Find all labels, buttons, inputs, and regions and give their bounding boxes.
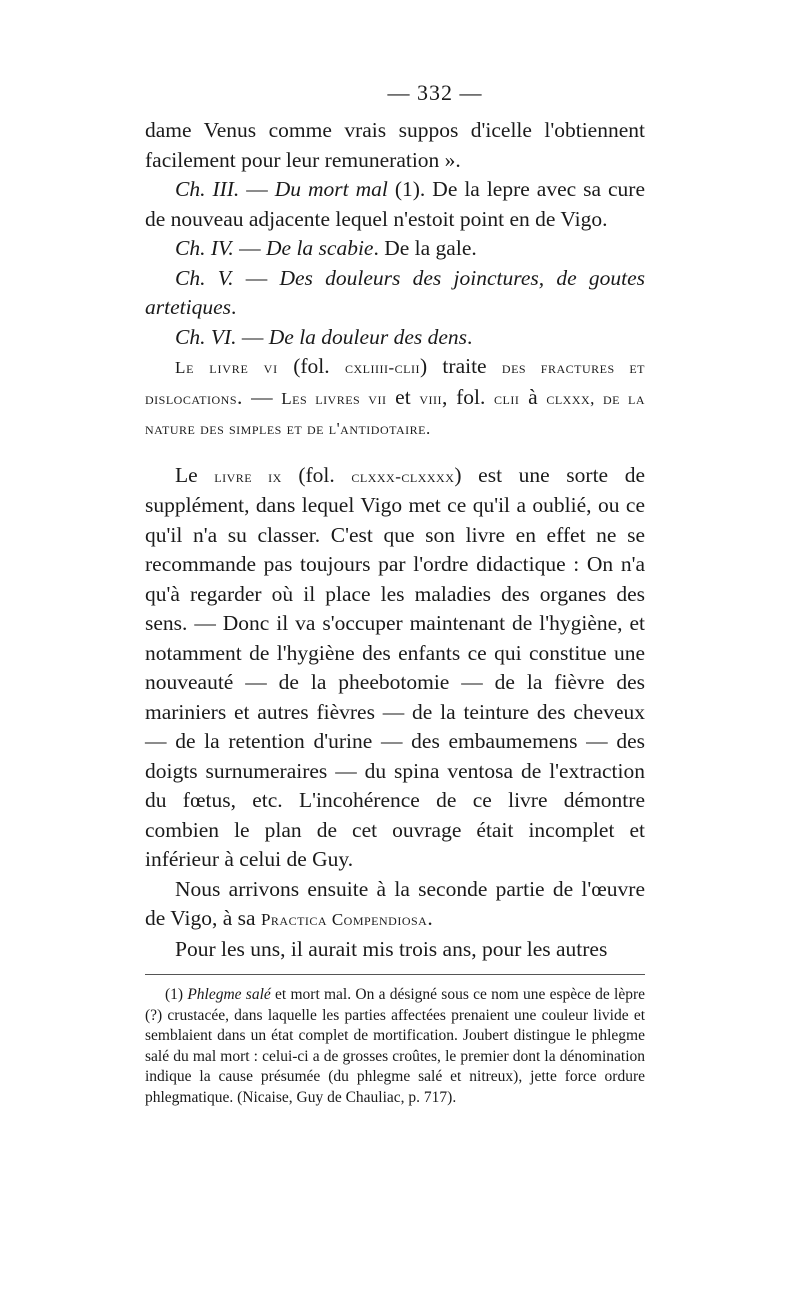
chapter-label: Ch. IV. [175, 236, 234, 260]
livre-num: viii [419, 388, 443, 408]
paragraph-pour: Pour les uns, il aurait mis trois ans, pour les autres [175, 936, 608, 961]
chapter-label: Ch. III. [175, 177, 240, 201]
paragraph-nous [145, 875, 645, 935]
main-text [145, 116, 645, 964]
chapter-title: De la douleur des dens [268, 324, 468, 349]
dash: — [246, 177, 275, 201]
text-fragment: . — [237, 384, 282, 409]
dash: — [239, 236, 266, 260]
dash: — [241, 324, 269, 349]
chapter-line-5 [145, 264, 645, 323]
chapter-line-6 [145, 323, 645, 353]
footnote-divider [145, 974, 645, 975]
page-number: — 332 — [387, 80, 483, 105]
folio-range: clxxx-clxxxx [351, 466, 455, 486]
text-fragment: Le [175, 462, 215, 487]
book-page [145, 80, 645, 1108]
dash: — [245, 265, 280, 290]
footnote-term: Phlegme salé [187, 986, 271, 1003]
section-topic: clxxx, de la nature des simples et de l'antidotaire. [145, 388, 646, 438]
paragraph-livre-ix [145, 461, 645, 875]
chapter-title: Du mort mal [274, 177, 388, 201]
footnote-ref: (1). [394, 177, 426, 201]
work-title: Practica Compendiosa [260, 910, 428, 929]
footnote-number: (1) [165, 986, 188, 1003]
text-fragment: ) est une sorte de supplément, dans lequel Vigo met ce qu'il a oublié, ou ce qu'il n'a su classer. C'est que son livre en effet ne se recommande pas toujours par l'ordre didactique : On n'a qu'à regarder où il place les maladies des organes des sens. — Donc il va s'occuper maintenant de l'hygiène, et notamment de l'hygiène des enfants ce qui constitue une nouveauté — de la pheebotomie — de la fièvre des mariniers et autres fièvres — de la teinture des cheveux — de la retention d'urine — des embaumemens — des doigts surnumeraires — du spina ventosa de l'extraction du fœtus, etc. L'incohérence de ce livre démontre combien le plan de cet ouvrage était incomplet et inférieur à celui de Guy. [145, 462, 645, 871]
chapter-title: De la scabie [266, 236, 374, 260]
livres-label: Les livres vii [281, 388, 387, 408]
paragraph-intro: dame Venus comme vrais suppos d'icelle l'obtiennent facilement pour leur remuneration ». [145, 118, 645, 172]
livre-ix-label: livre ix [214, 466, 282, 486]
text-fragment: à [519, 384, 547, 409]
paragraph-livre-vi [145, 352, 645, 444]
chapter-label: Ch. V. [175, 265, 234, 290]
folio-range: cxliiii-clii [344, 358, 420, 377]
chapter-punct: . [373, 236, 379, 260]
text-fragment: et [386, 384, 420, 409]
footnote [145, 985, 645, 1108]
folio-num: clii [494, 388, 520, 408]
text-fragment: Nous arrivons ensuite à la seconde partie de l'œuvre de Vigo, à sa [145, 876, 645, 930]
chapter-punct: . [467, 324, 473, 349]
chapter-rest: De la gale. [378, 236, 477, 260]
text-fragment: (fol. [281, 462, 352, 487]
footnote-text: et mort mal. On a désigné sous ce nom une espèce de lèpre (?) crustacée, dans laquelle les parties affectées prenaient une couleur livide et semblaient dans un état complet de mortification. Joubert distingue le phlegme salé du mal mort : celui-ci a de grosses croûtes, le premier dont la dénomination indique la cause présumée (du phlegme salé et nitreux), jette force ordure phlegmatique. (Nicaise, Guy de Chauliac, p. 717). [145, 986, 645, 1106]
text-fragment: (fol. [277, 354, 345, 378]
text-fragment: , fol. [442, 384, 495, 409]
chapter-line-3 [145, 175, 645, 234]
chapter-line-4 [145, 234, 645, 264]
chapter-rest: De la lepre avec sa cure de nouveau adjacente lequel n'estoit point en de Vigo. [145, 177, 646, 231]
text-fragment: ) traite [419, 354, 502, 378]
text-fragment: . [427, 906, 433, 930]
chapter-label: Ch. VI. [175, 324, 237, 349]
paragraph-gap [145, 444, 645, 461]
chapter-punct: . [231, 295, 237, 319]
chapter-title: Des douleurs des joinctures, de goutes artetiques [145, 265, 646, 319]
section-topic: des fractures et dislocations [145, 358, 645, 408]
livre-vi-label: Le livre vi [175, 358, 278, 377]
